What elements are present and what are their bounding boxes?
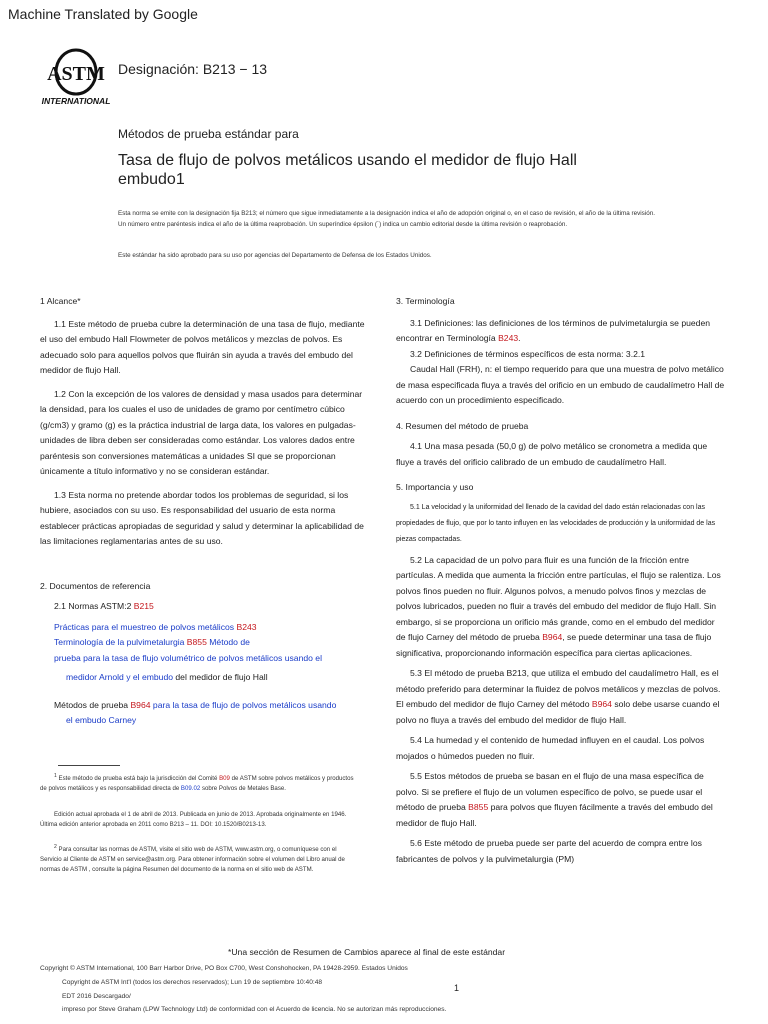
para-5-3-end: solo debe usarse cuando el polvo no fluya a través del embudo del medidor de flujo Hall. bbox=[396, 699, 720, 725]
ref-b964 bbox=[40, 698, 370, 714]
download-line-2: EDT 2016 Descargado/ bbox=[62, 993, 131, 1000]
para-5-5-text: 5.5 Estos métodos de prueba se basan en el flujo de una masa específica de polvo. Si se prefiere el flujo de un volumen específico de polvo, se puede usar el método de prueba bbox=[396, 771, 704, 812]
ref-b855-rest[interactable]: Método de bbox=[206, 637, 250, 647]
title-line-2: embudo1 bbox=[118, 171, 185, 188]
footnote-2-marker: 2 bbox=[54, 844, 57, 850]
section-2-heading: 2. Documentos de referencia bbox=[40, 580, 151, 591]
ref-b855-title[interactable]: Terminología de la pulvimetalurgia bbox=[54, 637, 187, 647]
para-5-6: 5.6 Este método de prueba puede ser parte del acuerdo de compra entre los fabricantes de polvos y la pulvimetalurgia (PM) bbox=[396, 838, 702, 864]
para-1-1: 1.1 Este método de prueba cubre la determinación de una tasa de flujo, mediante el uso del embudo Hall Flowmeter de polvos metálicos y mezclas de polvos. Es adecuado solo para aquellos polvos que fluirán sin ayuda a través del embudo del medidor de flujo Hall. bbox=[40, 318, 365, 375]
section-3-heading: 3. Terminología bbox=[396, 296, 455, 306]
download-line-1: Copyright de ASTM Int'l (todos los derechos reservados); Lun 19 de septiembre 10:40:48 bbox=[62, 979, 323, 986]
ref-link-b215[interactable]: B215 bbox=[133, 601, 154, 611]
ref-link-b964[interactable]: B964 bbox=[130, 699, 151, 710]
astm-logo-icon bbox=[40, 48, 112, 108]
para-5-5 bbox=[396, 769, 726, 831]
footnote-1-text-a: Este método de prueba está bajo la jurisdicción del Comité bbox=[56, 775, 220, 783]
footnote-link-b0902[interactable]: B09.02 bbox=[180, 785, 201, 793]
para-3-1-end: . bbox=[518, 333, 521, 343]
left-column bbox=[40, 294, 370, 729]
link-b964-5-2[interactable]: B964 bbox=[542, 632, 563, 642]
page-number: 1 bbox=[454, 983, 460, 993]
section-4-heading: 4. Resumen del método de prueba bbox=[396, 420, 529, 431]
footnote-link-b09[interactable]: B09 bbox=[219, 775, 230, 783]
ref-b243 bbox=[40, 620, 370, 636]
para-5-4: 5.4 La humedad y el contenido de humedad influyen en el caudal. Los polvos mojados o húmedos pueden no fluir. bbox=[396, 735, 705, 761]
para-3-1-text: 3.1 Definiciones: las definiciones de los términos de pulvimetalurgia se pueden encontrar en Terminología bbox=[396, 317, 711, 343]
ref-astm-standards bbox=[40, 599, 370, 615]
section-1-heading: 1 Alcance* bbox=[40, 296, 81, 306]
approval-note: Este estándar ha sido aprobado para su uso por agencias del Departamento de Defensa de los Estados Unidos. bbox=[118, 252, 432, 259]
para-5-3 bbox=[396, 666, 726, 728]
footnote-1-marker: 1 bbox=[54, 773, 57, 779]
summary-of-changes-note: *Una sección de Resumen de Cambios aparece al final de este estándar bbox=[228, 947, 506, 957]
para-5-1: 5.1 La velocidad y la uniformidad del llenado de la cavidad del dado están relacionadas con las propiedades de flujo, que por lo tanto influyen en las velocidades de producción y la uniformidad de las piezas compactadas. bbox=[396, 503, 716, 543]
ref-b964-line-2[interactable]: el embudo Carney bbox=[66, 715, 137, 725]
link-b855-5-5[interactable]: B855 bbox=[468, 802, 489, 812]
designation: Designación: B213 − 13 bbox=[118, 61, 268, 77]
footnote-1-edition-text: Edición actual aprobada el 1 de abril de 2013. Publicada en junio de 2013. Aprobada originalmente en 1946. Última edición anterior aprobada en 2011 como B213 – 11. DOI: 10.1520/B0213-13. bbox=[40, 811, 347, 828]
link-b243[interactable]: B243 bbox=[498, 333, 519, 343]
ref-astm-standards-label: 2.1 Normas ASTM:2 bbox=[54, 601, 134, 611]
logo-letters: ASTM bbox=[47, 63, 105, 85]
ref-link-b855[interactable]: B855 bbox=[186, 637, 207, 647]
document-title bbox=[118, 151, 678, 189]
machine-translation-banner: Machine Translated by Google bbox=[8, 6, 198, 22]
para-5-2-end: , se puede determinar una tasa de flujo significativa, proporcionando información específica para ciertas aplicaciones. bbox=[396, 632, 712, 658]
standard-kicker: Métodos de prueba estándar para bbox=[118, 127, 299, 141]
footnote-1 bbox=[40, 771, 358, 794]
download-line-3: impreso por Steve Graham (LPW Technology Ltd) de conformidad con el Acuerdo de licencia. No se autorizan más reproducciones. bbox=[62, 1006, 447, 1013]
para-5-2-text: 5.2 La capacidad de un polvo para fluir es una función de la fricción entre partículas. A medida que aumenta la fricción entre partículas, el flujo se ralentiza. Los polvos finos pueden no fluir. Algunos polvos, a menudo polvos finos y mezclas de polvos lubricados, pueden no fluir a través del embudo del medidor de flujo Hall. Sin embargo, si se proporciona un orificio más grande, como en el embudo del medidor de flujo Carney del método de prueba bbox=[396, 554, 721, 642]
footnote-1-edition bbox=[40, 810, 358, 830]
ref-b243-title[interactable]: Prácticas para el muestreo de polvos metálicos bbox=[54, 621, 237, 632]
ref-b855 bbox=[40, 635, 370, 651]
footnote-divider bbox=[58, 765, 120, 766]
ref-link-b243[interactable]: B243 bbox=[236, 621, 257, 632]
issuance-note: Esta norma se emite con la designación fija B213; el número que sigue inmediatamente a la designación indica el año de adopción original o, en el caso de revisión, el año de la última revisión. Un número entre paréntesis indica el año de la última reaprobación. Un superíndice épsilon (´) indica un cambio editorial desde la última revisión o reaprobación. bbox=[118, 210, 655, 228]
para-4-1: 4.1 Una masa pesada (50,0 g) de polvo metálico se cronometra a medida que fluye a través del orificio calibrado de un embudo de caudalímetro Hall. bbox=[396, 441, 708, 467]
footnote-1-text-b: de ASTM sobre polvos metálicos y productos de polvos metálicos y es responsabilidad directa de bbox=[40, 775, 354, 793]
para-1-3: 1.3 Esta norma no pretende abordar todos los problemas de seguridad, si los hubiere, asociados con su uso. Es responsabilidad del usuario de esta norma establecer prácticas apropiadas de seguridad y salud y determinar la aplicabilidad de las limitaciones reglamentarias antes de su uso. bbox=[40, 489, 364, 546]
footnote-1-text-c: sobre Polvos de Metales Base. bbox=[200, 785, 286, 793]
footnote-2 bbox=[40, 842, 358, 875]
para-5-5-end: para polvos que fluyen fácilmente a través del embudo del medidor de flujo Hall. bbox=[396, 802, 713, 828]
ref-b855-line-3 bbox=[40, 670, 370, 686]
ref-b855-arnold[interactable]: medidor Arnold y el embudo bbox=[66, 672, 174, 682]
para-1-2: 1.2 Con la excepción de los valores de densidad y masa usados para determinar la densidad, para los cuales el uso de unidades de gramo por centímetro cúbico (g/cm3) y gramo (g) es la práctica industrial de larga data, los valores en pulgadas- unidades de libra deben ser consideradas como estándar. Los valores dados entre paréntesis son conversiones matemáticas a unidades SI que se proporcionan únicamente a título informativo y no se consideran estándar. bbox=[40, 388, 363, 476]
ref-b964-label: Métodos de prueba bbox=[54, 699, 131, 710]
para-3-2-1: Caudal Hall (FRH), n: el tiempo requerido para que una muestra de polvo metálico de masa especificada fluya a través del orificio en un embudo de caudalímetro Hall de acuerdo con un procedimiento especificado. bbox=[396, 364, 725, 405]
copyright-line: Copyright © ASTM International, 100 Barr Harbor Drive, PO Box C700, West Conshohocken, PA 19428-2959. Estados Unidos bbox=[40, 965, 408, 972]
section-5-heading: 5. Importancia y uso bbox=[396, 482, 474, 492]
title-line-1: Tasa de flujo de polvos metálicos usando el medidor de flujo Hall bbox=[118, 152, 577, 169]
para-3-1 bbox=[396, 316, 726, 347]
ref-b964-title[interactable]: para la tasa de flujo de polvos metálicos usando bbox=[150, 699, 337, 710]
logo-subtitle: INTERNATIONAL bbox=[41, 96, 111, 106]
ref-b855-line-2[interactable]: prueba para la tasa de flujo volumétrico de polvos metálicos usando el bbox=[54, 652, 322, 663]
ref-b855-hall: del medidor de flujo Hall bbox=[173, 672, 268, 682]
footnote-2-text: Para consultar las normas de ASTM, visite el sitio web de ASTM, www.astm.org, o comuníquese con el Servicio al Cliente de ASTM en service@astm.org. Para obtener información sobre el volumen del Libro anual de normas de ASTM , consulte la página Resumen del documento de la norma en el sitio web de ASTM. bbox=[40, 846, 345, 874]
link-b964-5-3[interactable]: B964 bbox=[591, 699, 612, 709]
para-5-3-text: 5.3 El método de prueba B213, que utiliza el embudo del caudalímetro Hall, es el método preferido para determinar la fluidez de polvos metálicos y mezclas de polvos. El embudo del medidor de flujo Carney del método bbox=[396, 668, 721, 709]
para-5-2 bbox=[396, 553, 726, 662]
right-column bbox=[396, 294, 726, 867]
para-3-2: 3.2 Definiciones de términos específicos de esta norma: 3.2.1 bbox=[410, 348, 646, 359]
